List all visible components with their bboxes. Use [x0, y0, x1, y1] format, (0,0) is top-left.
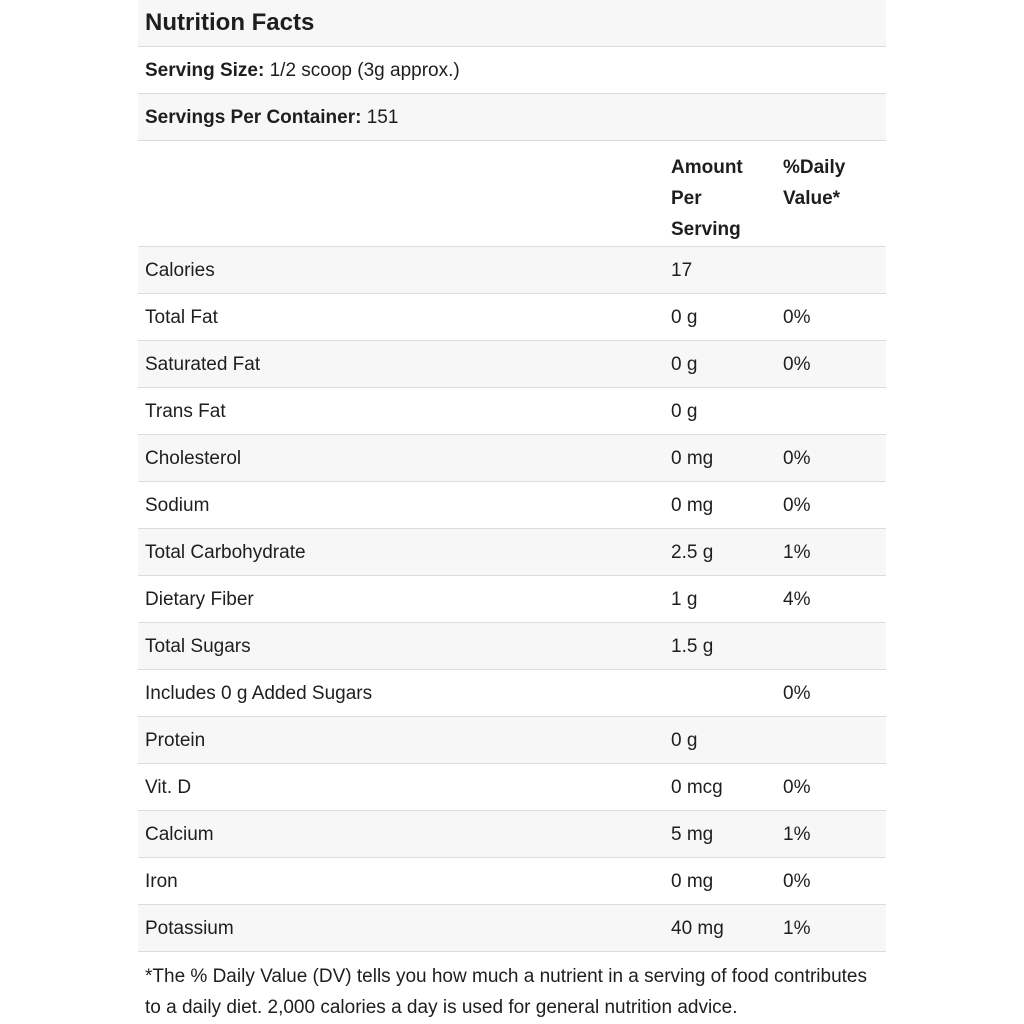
nutrient-name: Total Fat	[138, 294, 664, 341]
table-row	[138, 623, 886, 670]
nutrient-name: Calories	[138, 247, 664, 294]
nutrient-name: Potassium	[138, 905, 664, 952]
nutrition-facts-panel	[138, 0, 886, 1023]
nutrient-daily-value: 0%	[776, 858, 886, 905]
nutrient-daily-value: 0%	[776, 482, 886, 529]
nutrient-amount: 40 mg	[664, 905, 776, 952]
nutrient-daily-value: 0%	[776, 294, 886, 341]
nutrient-amount: 0 g	[664, 294, 776, 341]
nutrient-name: Dietary Fiber	[138, 576, 664, 623]
serving-size-row	[138, 47, 886, 94]
table-row	[138, 482, 886, 529]
nutrient-amount: 0 mcg	[664, 764, 776, 811]
column-header-nutrient	[138, 141, 664, 247]
nutrient-amount: 0 g	[664, 717, 776, 764]
serving-size-label: Serving Size:	[145, 59, 265, 81]
table-row	[138, 858, 886, 905]
nutrient-daily-value: 4%	[776, 576, 886, 623]
nutrient-daily-value	[776, 247, 886, 294]
servings-per-container-row	[138, 94, 886, 141]
serving-size	[138, 47, 886, 94]
nutrient-name: Cholesterol	[138, 435, 664, 482]
nutrient-daily-value: 0%	[776, 670, 886, 717]
nutrient-name: Calcium	[138, 811, 664, 858]
table-row	[138, 529, 886, 576]
nutrient-name: Sodium	[138, 482, 664, 529]
nutrient-amount: 2.5 g	[664, 529, 776, 576]
nutrient-amount: 1.5 g	[664, 623, 776, 670]
nutrient-amount: 5 mg	[664, 811, 776, 858]
nutrient-daily-value: 1%	[776, 811, 886, 858]
table-row	[138, 764, 886, 811]
servings-per-container-value: 151	[366, 106, 399, 128]
nutrient-name: Protein	[138, 717, 664, 764]
nutrient-amount	[664, 670, 776, 717]
table-row	[138, 247, 886, 294]
nutrient-amount: 0 mg	[664, 858, 776, 905]
table-row	[138, 811, 886, 858]
nutrient-amount: 0 g	[664, 341, 776, 388]
nutrient-amount: 1 g	[664, 576, 776, 623]
servings-per-container	[138, 94, 886, 141]
column-header-daily-value: %Daily Value*	[776, 141, 886, 247]
nutrient-amount: 0 mg	[664, 482, 776, 529]
nutrient-daily-value	[776, 388, 886, 435]
nutrient-name: Iron	[138, 858, 664, 905]
table-row	[138, 717, 886, 764]
table-row	[138, 294, 886, 341]
nutrient-name: Total Carbohydrate	[138, 529, 664, 576]
nutrition-table	[138, 0, 886, 952]
daily-value-footnote: *The % Daily Value (DV) tells you how much a nutrient in a serving of food contributes to a daily diet. 2,000 calories a day is used for general nutrition advice.	[145, 966, 867, 1018]
nutrient-name: Saturated Fat	[138, 341, 664, 388]
page-title: Nutrition Facts	[138, 0, 886, 47]
table-row	[138, 670, 886, 717]
table-row	[138, 435, 886, 482]
column-header-row	[138, 141, 886, 247]
nutrient-name: Trans Fat	[138, 388, 664, 435]
column-header-amount: Amount Per Serving	[664, 141, 776, 247]
nutrient-daily-value	[776, 717, 886, 764]
nutrient-daily-value	[776, 623, 886, 670]
title-row	[138, 0, 886, 47]
nutrient-daily-value: 0%	[776, 435, 886, 482]
nutrient-name: Vit. D	[138, 764, 664, 811]
table-row	[138, 576, 886, 623]
nutrient-daily-value: 1%	[776, 905, 886, 952]
nutrient-daily-value: 0%	[776, 764, 886, 811]
nutrient-name: Total Sugars	[138, 623, 664, 670]
nutrient-amount: 0 mg	[664, 435, 776, 482]
nutrient-amount: 17	[664, 247, 776, 294]
table-row	[138, 905, 886, 952]
table-row	[138, 341, 886, 388]
nutrient-name: Includes 0 g Added Sugars	[138, 670, 664, 717]
nutrient-daily-value: 1%	[776, 529, 886, 576]
nutrient-amount: 0 g	[664, 388, 776, 435]
table-row	[138, 388, 886, 435]
nutrient-daily-value: 0%	[776, 341, 886, 388]
servings-per-container-label: Servings Per Container:	[145, 106, 362, 128]
serving-size-value: 1/2 scoop (3g approx.)	[269, 59, 460, 81]
